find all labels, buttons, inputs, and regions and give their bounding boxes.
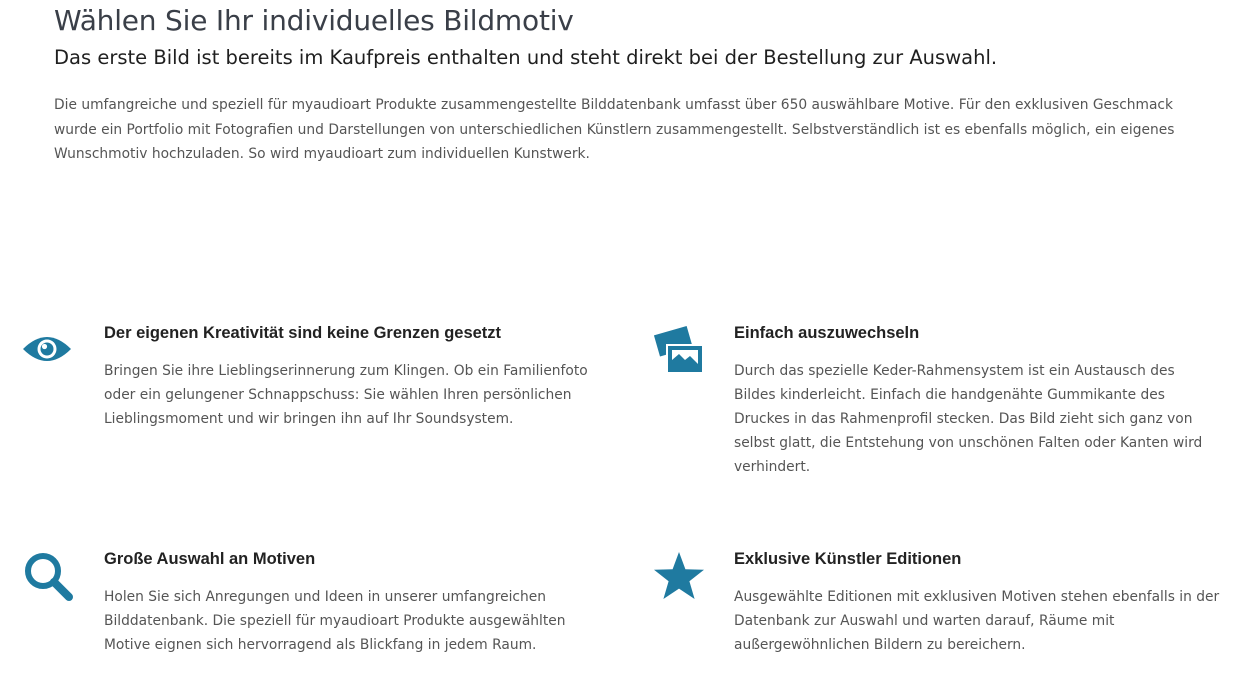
feature-text: Bringen Sie ihre Lieblingserinnerung zum Klingen. Ob ein Familienfoto oder ein gelungener Schnappschuss: Sie wählen Ihren persönlichen Lieblingsmoment und wir bringen ihn auf Ihr Soundsystem. <box>104 363 588 427</box>
intro-text: Die umfangreiche und speziell für myaudioart Produkte zusammengestellte Bilddatenbank umfasst über 650 auswählbare Motive. Für den exklusiven Geschmack wurde ein Portfolio mit Fotografien und Darstellungen von unterschiedlichen Künstlern zusammengestellt. Selbstverständlich ist es ebenfalls möglich, ein eigenes Wunschmotiv hochzuladen. So wird myaudioart zum individuellen Kunstwerk. <box>54 97 1175 162</box>
feature-title: Der eigenen Kreativität sind keine Grenzen gesetzt <box>104 324 502 342</box>
star-icon <box>652 550 706 606</box>
feature-title: Einfach auszuwechseln <box>734 324 920 342</box>
page-title: Wählen Sie Ihr individuelles Bildmotiv <box>54 4 574 37</box>
page-subtitle: Das erste Bild ist bereits im Kaufpreis enthalten und steht direkt bei der Bestellung zur Auswahl. <box>54 46 998 69</box>
pictures-icon <box>652 324 706 380</box>
eye-icon <box>22 334 72 368</box>
feature-text: Durch das spezielle Keder-Rahmensystem ist ein Austausch des Bildes kinderleicht. Einfach die handgenähte Gummikante des Druckes in das Rahmenprofil stecken. Das Bild zieht sich ganz von selbst glatt, die Entstehung von unschönen Falten oder Kanten wird verhindert. <box>734 363 1203 475</box>
feature-text: Holen Sie sich Anregungen und Ideen in unserer umfangreichen Bilddatenbank. Die speziell für myaudioart Produkte ausgewählten Motive eignen sich hervorragend als Blickfang in jedem Raum. <box>104 589 566 653</box>
feature-title: Große Auswahl an Motiven <box>104 550 316 568</box>
feature-text: Ausgewählte Editionen mit exklusiven Motiven stehen ebenfalls in der Datenbank zur Auswahl und warten darauf, Räume mit außergewöhnlichen Bildern zu bereichern. <box>734 589 1220 653</box>
feature-title: Exklusive Künstler Editionen <box>734 550 962 568</box>
search-icon <box>22 550 76 608</box>
